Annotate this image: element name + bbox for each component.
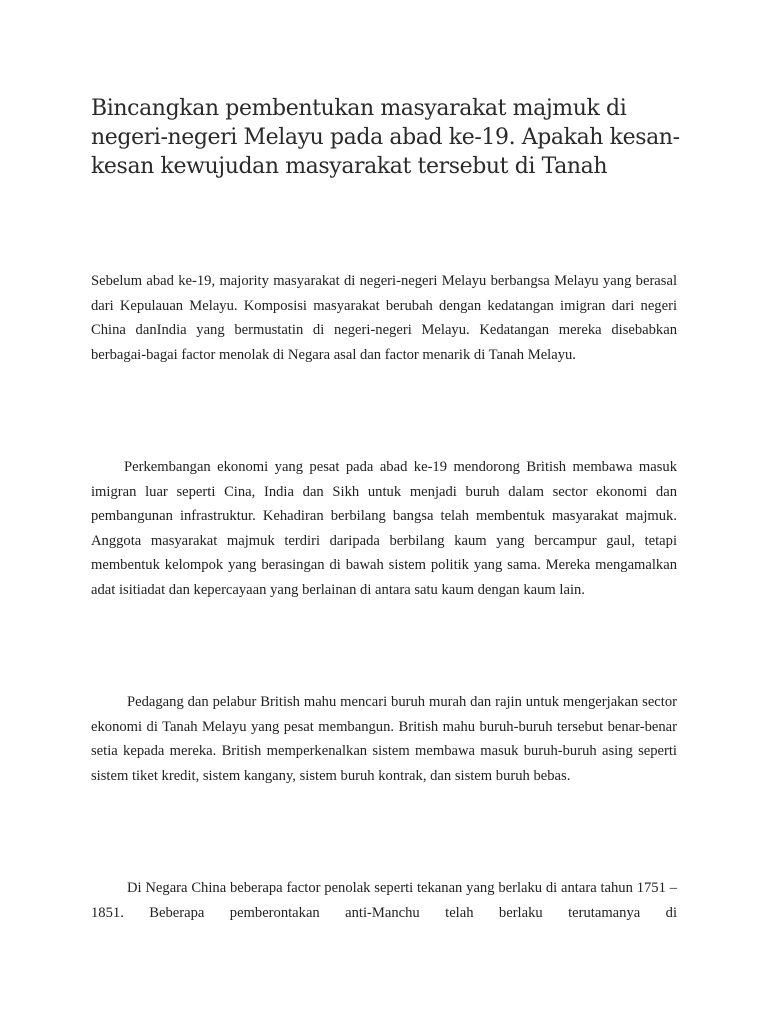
paragraph-3: Pedagang dan pelabur British mahu mencari buruh murah dan rajin untuk mengerjakan sector ekonomi di Tanah Melayu yang pesat membangun. British mahu buruh-buruh tersebut benar-benar setia kepada mereka. British memperkenalkan sistem membawa masuk buruh-buruh asing seperti sistem tiket kredit, sistem kangany, sistem buruh kontrak, dan sistem buruh bebas.: [91, 694, 677, 784]
document-title: Bincangkan pembentukan masyarakat majmuk di negeri-negeri Melayu pada abad ke-19. Apakah kesan-kesan kewujudan masyarakat tersebut di Tanah: [91, 96, 680, 179]
paragraph-2: Perkembangan ekonomi yang pesat pada abad ke-19 mendorong British membawa masuk imigran luar seperti Cina, India dan Sikh untuk menjadi buruh dalam sector ekonomi dan pembangunan infrastruktur. Kehadiran berbilang bangsa telah membentuk masyarakat majmuk. Anggota masyarakat majmuk terdiri daripada berbilang kaum yang bercampur gaul, tetapi membentuk kelompok yang berasingan di bawah sistem politik yang sama. Mereka mengamalkan adat isitiadat dan kepercayaan yang berlainan di antara satu kaum dengan kaum lain.: [91, 459, 677, 598]
paragraph-1: Sebelum abad ke-19, majority masyarakat di negeri-negeri Melayu berbangsa Melayu yang berasal dari Kepulauan Melayu. Komposisi masyarakat berubah dengan kedatangan imigran dari negeri China danIndia yang bermustatin di negeri-negeri Melayu. Kedatangan mereka disebabkan berbagai-bagai factor menolak di Negara asal dan factor menarik di Tanah Melayu.: [91, 273, 677, 363]
paragraph-4: Di Negara China beberapa factor penolak seperti tekanan yang berlaku di antara tahun 1751 – 1851. Beberapa pemberontakan anti-Manchu telah berlaku terutamanya di: [91, 880, 677, 921]
